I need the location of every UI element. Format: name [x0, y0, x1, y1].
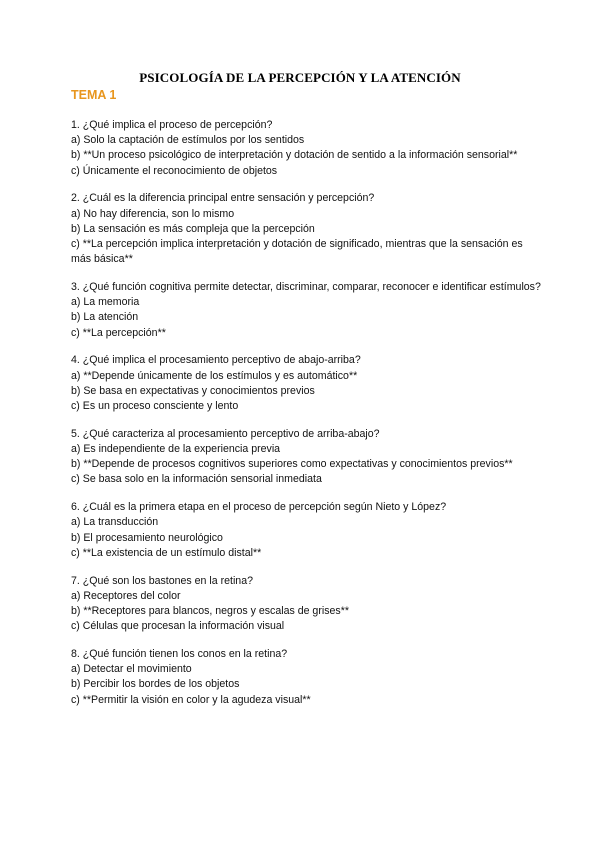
document-title: PSICOLOGÍA DE LA PERCEPCIÓN Y LA ATENCIÓN [139, 70, 461, 85]
option-b: b) Se basa en expectativas y conocimientos previos [71, 384, 315, 397]
option-b: b) El procesamiento neurológico [71, 531, 223, 544]
section-heading: TEMA 1 [71, 88, 117, 102]
question-block [71, 118, 541, 179]
option-c: c) Únicamente el reconocimiento de objetos [71, 164, 278, 177]
option-a: a) La transducción [71, 516, 159, 529]
question-block [71, 427, 541, 488]
option-b: b) **Depende de procesos cognitivos superiores como expectativas y conocimientos previos** [71, 458, 513, 471]
option-c: c) **La percepción implica interpretación y dotación de significado, mientras que la sensación es más básica** [71, 238, 523, 266]
question-text: 2. ¿Cuál es la diferencia principal entre sensación y percepción? [71, 192, 375, 205]
option-a: a) No hay diferencia, son lo mismo [71, 207, 235, 220]
question-text: 1. ¿Qué implica el proceso de percepción? [71, 119, 273, 131]
option-b: b) La sensación es más compleja que la percepción [71, 222, 315, 235]
option-a: a) Es independiente de la experiencia previa [71, 443, 281, 456]
question-block [71, 500, 541, 561]
option-a: a) Receptores del color [71, 589, 181, 602]
question-block [71, 353, 541, 414]
question-text: 6. ¿Cuál es la primera etapa en el proceso de percepción según Nieto y López? [71, 501, 447, 514]
option-b: b) La atención [71, 311, 139, 324]
option-a: a) **Depende únicamente de los estímulos y es automático** [71, 369, 358, 382]
question-text: 7. ¿Qué son los bastones en la retina? [71, 574, 253, 587]
option-c: c) **Permitir la visión en color y la agudeza visual** [71, 693, 311, 706]
option-a: a) Solo la captación de estímulos por los sentidos [71, 134, 305, 147]
option-b: b) **Un proceso psicológico de interpretación y dotación de sentido a la información sensorial** [71, 149, 518, 162]
option-a: a) La memoria [71, 296, 140, 309]
question-block [71, 191, 541, 267]
question-text: 3. ¿Qué función cognitiva permite detectar, discriminar, comparar, reconocer e identificar estímulos? [71, 281, 541, 294]
option-c: c) Es un proceso consciente y lento [71, 400, 239, 413]
question-block [71, 647, 541, 708]
option-b: b) **Receptores para blancos, negros y escalas de grises** [71, 605, 349, 618]
question-block [71, 574, 541, 635]
question-block [71, 280, 541, 341]
option-b: b) Percibir los bordes de los objetos [71, 678, 240, 691]
option-c: c) **La existencia de un estímulo distal** [71, 546, 262, 559]
question-text: 8. ¿Qué función tienen los conos en la retina? [71, 648, 288, 661]
option-a: a) Detectar el movimiento [71, 663, 192, 676]
question-list [71, 118, 541, 720]
question-text: 5. ¿Qué caracteriza al procesamiento perceptivo de arriba-abajo? [71, 427, 380, 440]
question-text: 4. ¿Qué implica el procesamiento perceptivo de abajo-arriba? [71, 354, 361, 367]
option-c: c) Se basa solo en la información sensorial inmediata [71, 473, 322, 486]
option-c: c) **La percepción** [71, 326, 166, 339]
option-c: c) Células que procesan la información visual [71, 620, 285, 633]
